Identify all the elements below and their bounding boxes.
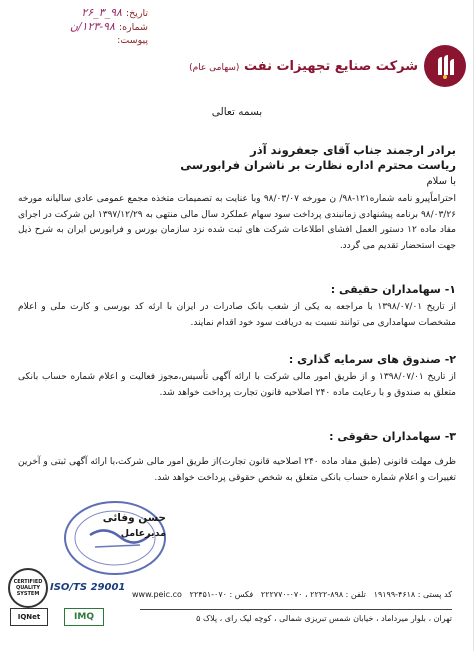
recipient-block — [18, 143, 456, 173]
signatory-title: مدیرعامل — [120, 528, 166, 539]
company-logo-icon — [424, 45, 466, 87]
footer-website-link[interactable]: www.peic.co — [132, 590, 182, 599]
iqnet-logo: IQNet — [10, 608, 48, 626]
iso-certificate: ISO/TS 29001 — [50, 582, 126, 593]
date-row — [8, 6, 148, 20]
company-type: (سهامی عام) — [189, 62, 240, 73]
section-2-body: از تاریخ ۱۳۹۸/۰۷/۰۱ و از طریق امور مالی شرکت با ارائه آگهی تأسیس،مجوز فعالیت و اعلام شماره حساب بانکی متعلق به صندوق و با رعایت ماده ۲۴۰ اصلاحیه قانون تجارت پرداخت خواهد شد. — [18, 372, 456, 398]
attachment-row — [8, 34, 148, 48]
footer-postal-code: کد پستی : ۴۶۱۸-۱۹۱۹۹ — [373, 590, 452, 599]
section-3-body: ظرف مهلت قانونی (طبق مفاد ماده ۲۴۰ اصلاحیه قانون تجارت)از طریق امور مالی شرکت،با ارائه آگهی ثبتی و آخرین تغییرات و اعلام شماره حساب بانکی متعلق به شخص حقوقی پرداخت خواهد شد. — [18, 457, 456, 483]
greeting: با سلام — [426, 176, 456, 187]
bismillah: بسمه تعالی — [211, 106, 263, 118]
number-label: شماره: — [118, 22, 148, 33]
section-2-title: ۲- صندوق های سرمایه گذاری : — [288, 353, 456, 366]
intro-paragraph: احتراماًپیرو نامه شماره۱۲۱-۹۸/ ن مورخه ۹۸/۰۳/۰۷ وبا عنایت به تصمیمات متخذه مجمع عمومی عادی سالیانه مورخه ۹۸/۰۳/۲۶ برنامه پیشنهادی زمانبندی پرداخت سود سهام عملکرد سال مالی منتهی به ۱۳۹۷/۱۲/۲۹ این شرکت در اجرای مفاد ماده ۱۲ دستور العمل افشای اطلاعات شرکت های ثبت شده نزد سازمان بورس و فرابورس ایران به شرح ذیل جهت استحضار تقدیم می گردد. — [18, 194, 457, 251]
certifications — [8, 568, 138, 630]
letter-meta — [8, 6, 148, 48]
number-value: ۱۲۳-۹۸/ن — [69, 20, 115, 33]
recipient-line-2: ریاست محترم اداره نظارت بر ناشران فرابورسی — [180, 158, 456, 172]
recipient-line-1: برادر ارجمند جناب آقای جعفروند آذر — [250, 143, 456, 157]
section-1-body: از تاریخ ۱۳۹۸/۰۷/۰۱ با مراجعه به یکی از شعب بانک صادرات در ایران با ارئه کد بورسی و کارت ملی و اعلام مشخصات سهامداری می توانند نسبت به دریافت سود خود اقدام نمایند. — [18, 302, 456, 328]
section-3-title: ۳- سهامداران حقوقی : — [329, 430, 456, 443]
date-value: ۹۸_۳_۲۶ — [81, 6, 122, 19]
footer-address: تهران ، بلوار میرداماد ، خیابان شمس تبریزی شمالی ، کوچه لیک رای ، پلاک ۵ — [196, 614, 452, 623]
footer-divider — [140, 609, 452, 610]
footer-fax: فکس : ۰۷۰-۲۲۴۵۱ — [189, 590, 254, 599]
signature-block — [56, 512, 166, 539]
number-row — [8, 20, 148, 34]
company-name: شرکت صنایع تجهیزات نفت — [243, 58, 418, 74]
company-header — [189, 45, 466, 87]
section-1-title: ۱- سهامداران حقیقی : — [330, 283, 456, 296]
certified-quality-badge-icon: CERTIFIED QUALITY SYSTEM — [8, 568, 48, 608]
imq-logo: IMQ — [64, 608, 104, 626]
footer-contacts — [132, 590, 452, 599]
footer-phone: تلفن : ۸۹۸-۲۲۲۲ ، ۰۷۰-۲۲۲۷۷۰ — [260, 590, 366, 599]
attachment-label: پیوست: — [117, 35, 148, 46]
company-name-block — [189, 59, 418, 74]
signatory-name: حسن وفائی — [102, 512, 166, 524]
date-label: تاریخ: — [125, 8, 148, 19]
